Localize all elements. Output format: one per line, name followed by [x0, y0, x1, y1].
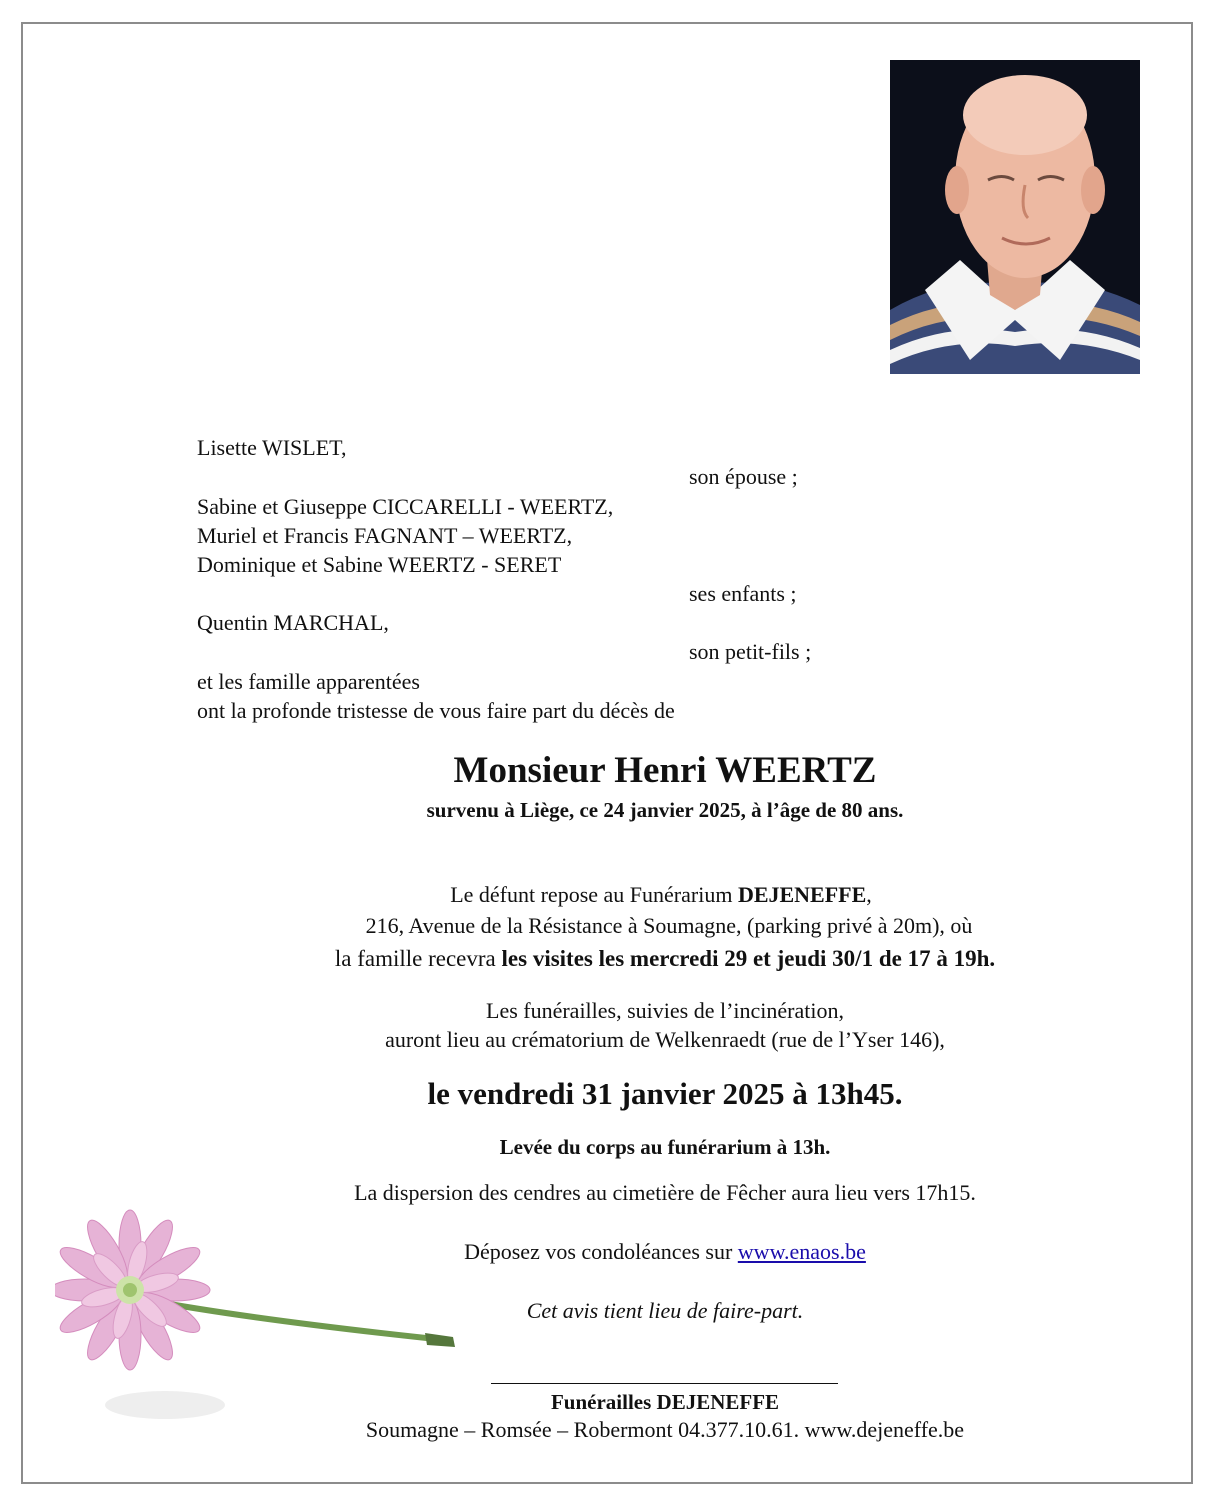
visitation-location	[0, 882, 1214, 908]
condolences-prefix: Déposez vos condoléances sur	[464, 1239, 738, 1264]
family-role-children: ses enfants ;	[689, 581, 797, 606]
levee-du-corps: Levée du corps au funérarium à 13h.	[499, 1135, 831, 1159]
visitation-prefix: Le défunt repose au Funérarium	[450, 882, 738, 907]
family-closing: et les famille apparentées	[197, 669, 420, 694]
family-child: Muriel et Francis FAGNANT – WEERTZ,	[197, 523, 573, 548]
family-child: Dominique et Sabine WEERTZ - SERET	[197, 552, 562, 577]
portrait-image	[890, 60, 1140, 374]
family-role-spouse: son épouse ;	[689, 464, 798, 489]
family-grandchild: Quentin MARCHAL,	[197, 610, 389, 635]
footer-divider	[491, 1383, 838, 1384]
deceased-name: Monsieur Henri WEERTZ	[453, 750, 877, 791]
family-role-grandchild: son petit-fils ;	[689, 639, 812, 664]
family-spouse: Lisette WISLET,	[197, 435, 347, 460]
ash-dispersion: La dispersion des cendres au cimetière de Fêcher aura lieu vers 17h15.	[354, 1180, 976, 1205]
deceased-details: survenu à Liège, ce 24 janvier 2025, à l’âge de 80 ans.	[426, 798, 904, 822]
visitation-suffix: ,	[866, 882, 872, 907]
funeral-info: Les funérailles, suivies de l’incinération,	[486, 998, 844, 1023]
visitation-hours: les visites les mercredi 29 et jeudi 30/1 de 17 à 19h.	[501, 946, 996, 971]
faire-part-note: Cet avis tient lieu de faire-part.	[526, 1298, 804, 1323]
funeral-date: le vendredi 31 janvier 2025 à 13h45.	[427, 1076, 903, 1111]
visitation-schedule	[0, 945, 1214, 972]
family-child: Sabine et Giuseppe CICCARELLI - WEERTZ,	[197, 494, 614, 519]
visitation-schedule-prefix: la famille recevra	[334, 946, 502, 971]
footer-contact: Soumagne – Romsée – Robermont 04.377.10.61. www.dejeneffe.be	[365, 1417, 965, 1442]
funeral-location: auront lieu au crématorium de Welkenraedt (rue de l’Yser 146),	[385, 1027, 945, 1052]
family-announcement: ont la profonde tristesse de vous faire part du décès de	[197, 698, 675, 723]
funerarium-name: DEJENEFFE	[737, 882, 867, 907]
visitation-address: 216, Avenue de la Résistance à Soumagne, (parking privé à 20m), où	[365, 913, 973, 938]
condolences-link[interactable]: www.enaos.be	[737, 1239, 866, 1264]
footer-company: Funérailles DEJENEFFE	[550, 1390, 780, 1414]
portrait-photo	[890, 60, 1140, 374]
